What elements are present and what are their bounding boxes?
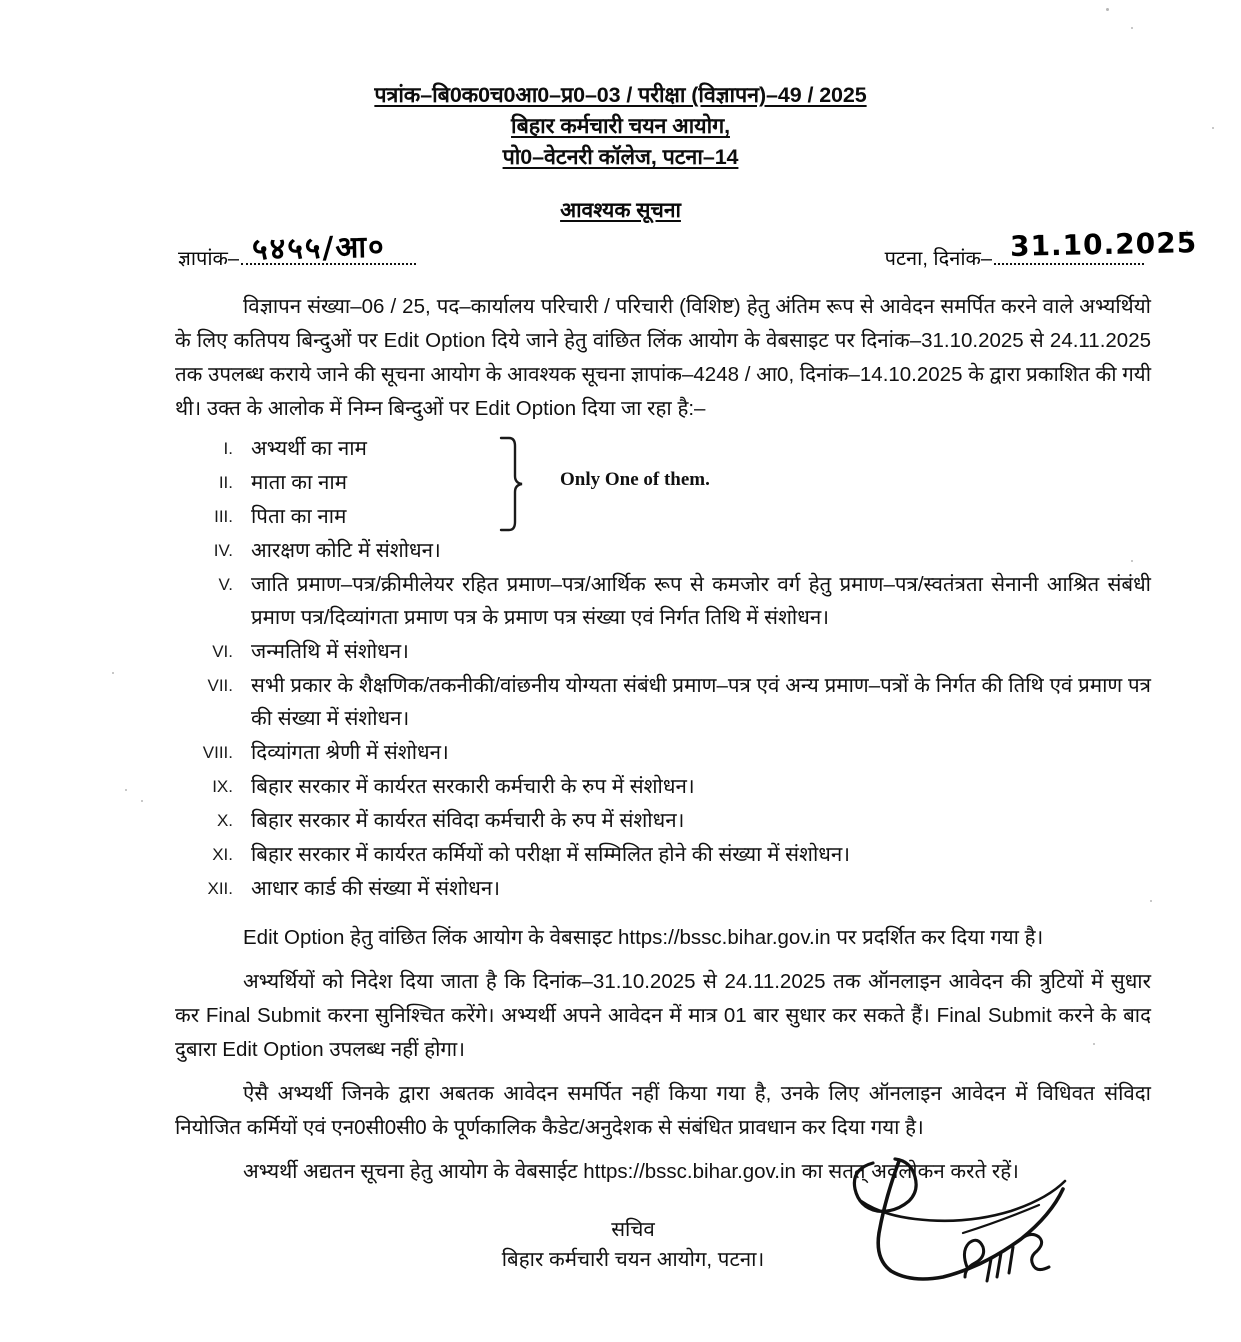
list-item-number: XI. xyxy=(212,845,233,864)
notice-title-text: आवश्यक सूचना xyxy=(560,199,681,222)
list-item xyxy=(175,838,1151,871)
organization-line-1 xyxy=(0,111,1241,142)
list-item-text: जन्मतिथि में संशोधन। xyxy=(251,640,409,663)
scan-speck xyxy=(112,672,114,674)
letter-number: पत्रांक–बि0क0च0आ0–प्र0–03 / परीक्षा (विज्ञापन)–49 / 2025 xyxy=(374,83,867,107)
list-item-text: दिव्यांगता श्रेणी में संशोधन। xyxy=(251,741,449,764)
letterhead xyxy=(0,0,1241,173)
signatory-organization: बिहार कर्मचारी चयन आयोग, पटना। xyxy=(501,1248,765,1271)
list-item-text: जाति प्रमाण–पत्र/क्रीमीलेयर रहित प्रमाण–पत्र/आर्थिक रूप से कमजोर वर्ग हेतु प्रमाण–पत्र/स्वतंत्रता सेनानी आश्रित संबंधी प्रमाण पत्र/दिव्यांगता प्रमाण पत्र के प्रमाण पत्र संख्या एवं निर्गत तिथि में संशोधन। xyxy=(251,573,1151,629)
list-item xyxy=(175,466,1151,499)
list-item-number: VIII. xyxy=(202,743,233,762)
date-dotted-line xyxy=(994,263,1144,265)
list-item-number: VII. xyxy=(207,676,233,695)
watch-website-paragraph: अभ्यर्थी अद्यतन सूचना हेतु आयोग के वेबसाईट https://bssc.bihar.gov.in का सतत् अवलोकन करते रहें। xyxy=(243,1160,1019,1183)
list-item xyxy=(175,635,1151,668)
scan-speck xyxy=(125,789,127,791)
list-item-text: अभ्यर्थी का नाम xyxy=(251,437,367,460)
list-item-number: II. xyxy=(218,473,233,492)
scan-speck xyxy=(1093,1043,1095,1045)
instruction-paragraph: अभ्यर्थियों को निदेश दिया जाता है कि दिनांक–31.10.2025 से 24.11.2025 तक ऑनलाइन आवेदन की त्रुटियों में सुधार कर Final Submit करना सुनिश्चित करेंगे। अभ्यर्थी अपने आवेदन में मात्र 01 बार सुधार कर सकते हैं। Final Submit करने के बाद दुबारा Edit Option उपलब्ध नहीं होगा। xyxy=(175,970,1151,1061)
memo-number-handwritten: ५४५५/आ० xyxy=(251,229,387,268)
list-item xyxy=(175,534,1151,567)
memo-label: ज्ञापांक– xyxy=(178,248,240,270)
list-item-number: VI. xyxy=(212,642,233,661)
scan-speck xyxy=(1212,127,1214,129)
list-item-text: आरक्षण कोटि में संशोधन। xyxy=(251,539,441,562)
list-item-number: X. xyxy=(216,811,233,830)
organization-address: पो0–वेटनरी कॉलेज, पटना–14 xyxy=(502,145,739,169)
list-item-text: पिता का नाम xyxy=(251,505,347,528)
list-item xyxy=(175,736,1151,769)
list-item-text: सभी प्रकार के शैक्षणिक/तकनीकी/वांछनीय योग्यता संबंधी प्रमाण–पत्र एवं अन्य प्रमाण–पत्रों के निर्गत की तिथि एवं प्रमाण पत्र की संख्या में संशोधन। xyxy=(251,674,1151,730)
document-body xyxy=(0,290,1241,1275)
list-item xyxy=(175,770,1151,803)
list-item-text: बिहार सरकार में कार्यरत संविदा कर्मचारी के रुप में संशोधन। xyxy=(251,809,685,832)
scan-speck xyxy=(1106,8,1109,11)
date-handwritten: 31.10.2025 xyxy=(1009,226,1198,263)
list-item-text: बिहार सरकार में कार्यरत सरकारी कर्मचारी के रुप में संशोधन। xyxy=(251,775,695,798)
list-item-number: IV. xyxy=(213,541,233,560)
list-item-number: IX. xyxy=(212,777,233,796)
list-item xyxy=(175,804,1151,837)
notice-title xyxy=(0,196,1241,224)
list-item-number: I. xyxy=(223,439,233,458)
list-item xyxy=(175,669,1151,735)
list-item-text: बिहार सरकार में कार्यरत कर्मियों को परीक्षा में सम्मिलित होने की संख्या में संशोधन। xyxy=(251,843,851,866)
scan-speck xyxy=(1131,27,1133,29)
list-item xyxy=(175,500,1151,533)
not-submitted-paragraph: ऐसै अभ्यर्थी जिनके द्वारा अबतक आवेदन समर्पित नहीं किया गया है, उनके लिए ऑनलाइन आवेदन में विधिवत संविदा नियोजित कर्मियों एवं एन0सी0सी0 के पूर्णकालिक कैडेट/अनुदेशक से संबंधित प्रावधान कर दिया गया है। xyxy=(175,1082,1151,1139)
organization-line-2 xyxy=(0,142,1241,173)
signatory-role: सचिव xyxy=(611,1218,655,1241)
scan-speck xyxy=(141,800,143,802)
organization-name: बिहार कर्मचारी चयन आयोग, xyxy=(511,114,730,138)
intro-paragraph: विज्ञापन संख्या–06 / 25, पद–कार्यालय परिचारी / परिचारी (विशिष्ट) हेतु अंतिम रूप से आवेदन समर्पित करने वाले अभ्यर्थियो के लिए कतिपय बिन्दुओं पर Edit Option दिये जाने हेतु वांछित लिंक आयोग के वेबसाइट पर दिनांक–31.10.2025 से 24.11.2025 तक उपलब्ध कराये जाने की सूचना आयोग के आवश्यक सूचना ज्ञापांक–4248 / आ0, दिनांक–14.10.2025 के द्वारा प्रकाशित की गयी थी। उक्त के आलोक में निम्न बिन्दुओं पर Edit Option दिया जा रहा है:– xyxy=(175,295,1151,420)
signature-block xyxy=(175,1215,1151,1275)
list-item-number: XII. xyxy=(207,879,233,898)
link-info-paragraph: Edit Option हेतु वांछित लिंक आयोग के वेबसाइट https://bssc.bihar.gov.in पर प्रदर्शित कर दिया गया है। xyxy=(243,926,1044,949)
list-item-text: आधार कार्ड की संख्या में संशोधन। xyxy=(251,877,500,900)
list-item xyxy=(175,568,1151,634)
memo-date-row xyxy=(0,226,1241,290)
edit-option-points-list xyxy=(175,432,1151,905)
letter-number-line xyxy=(0,80,1241,111)
place-date-label: पटना, दिनांक– xyxy=(884,248,992,270)
list-item xyxy=(175,432,1151,465)
list-item xyxy=(175,872,1151,905)
brace-note-label: Only One of them. xyxy=(560,469,710,490)
list-item-number: V. xyxy=(218,575,233,594)
list-item-number: III. xyxy=(214,507,233,526)
list-item-text: माता का नाम xyxy=(251,471,347,494)
